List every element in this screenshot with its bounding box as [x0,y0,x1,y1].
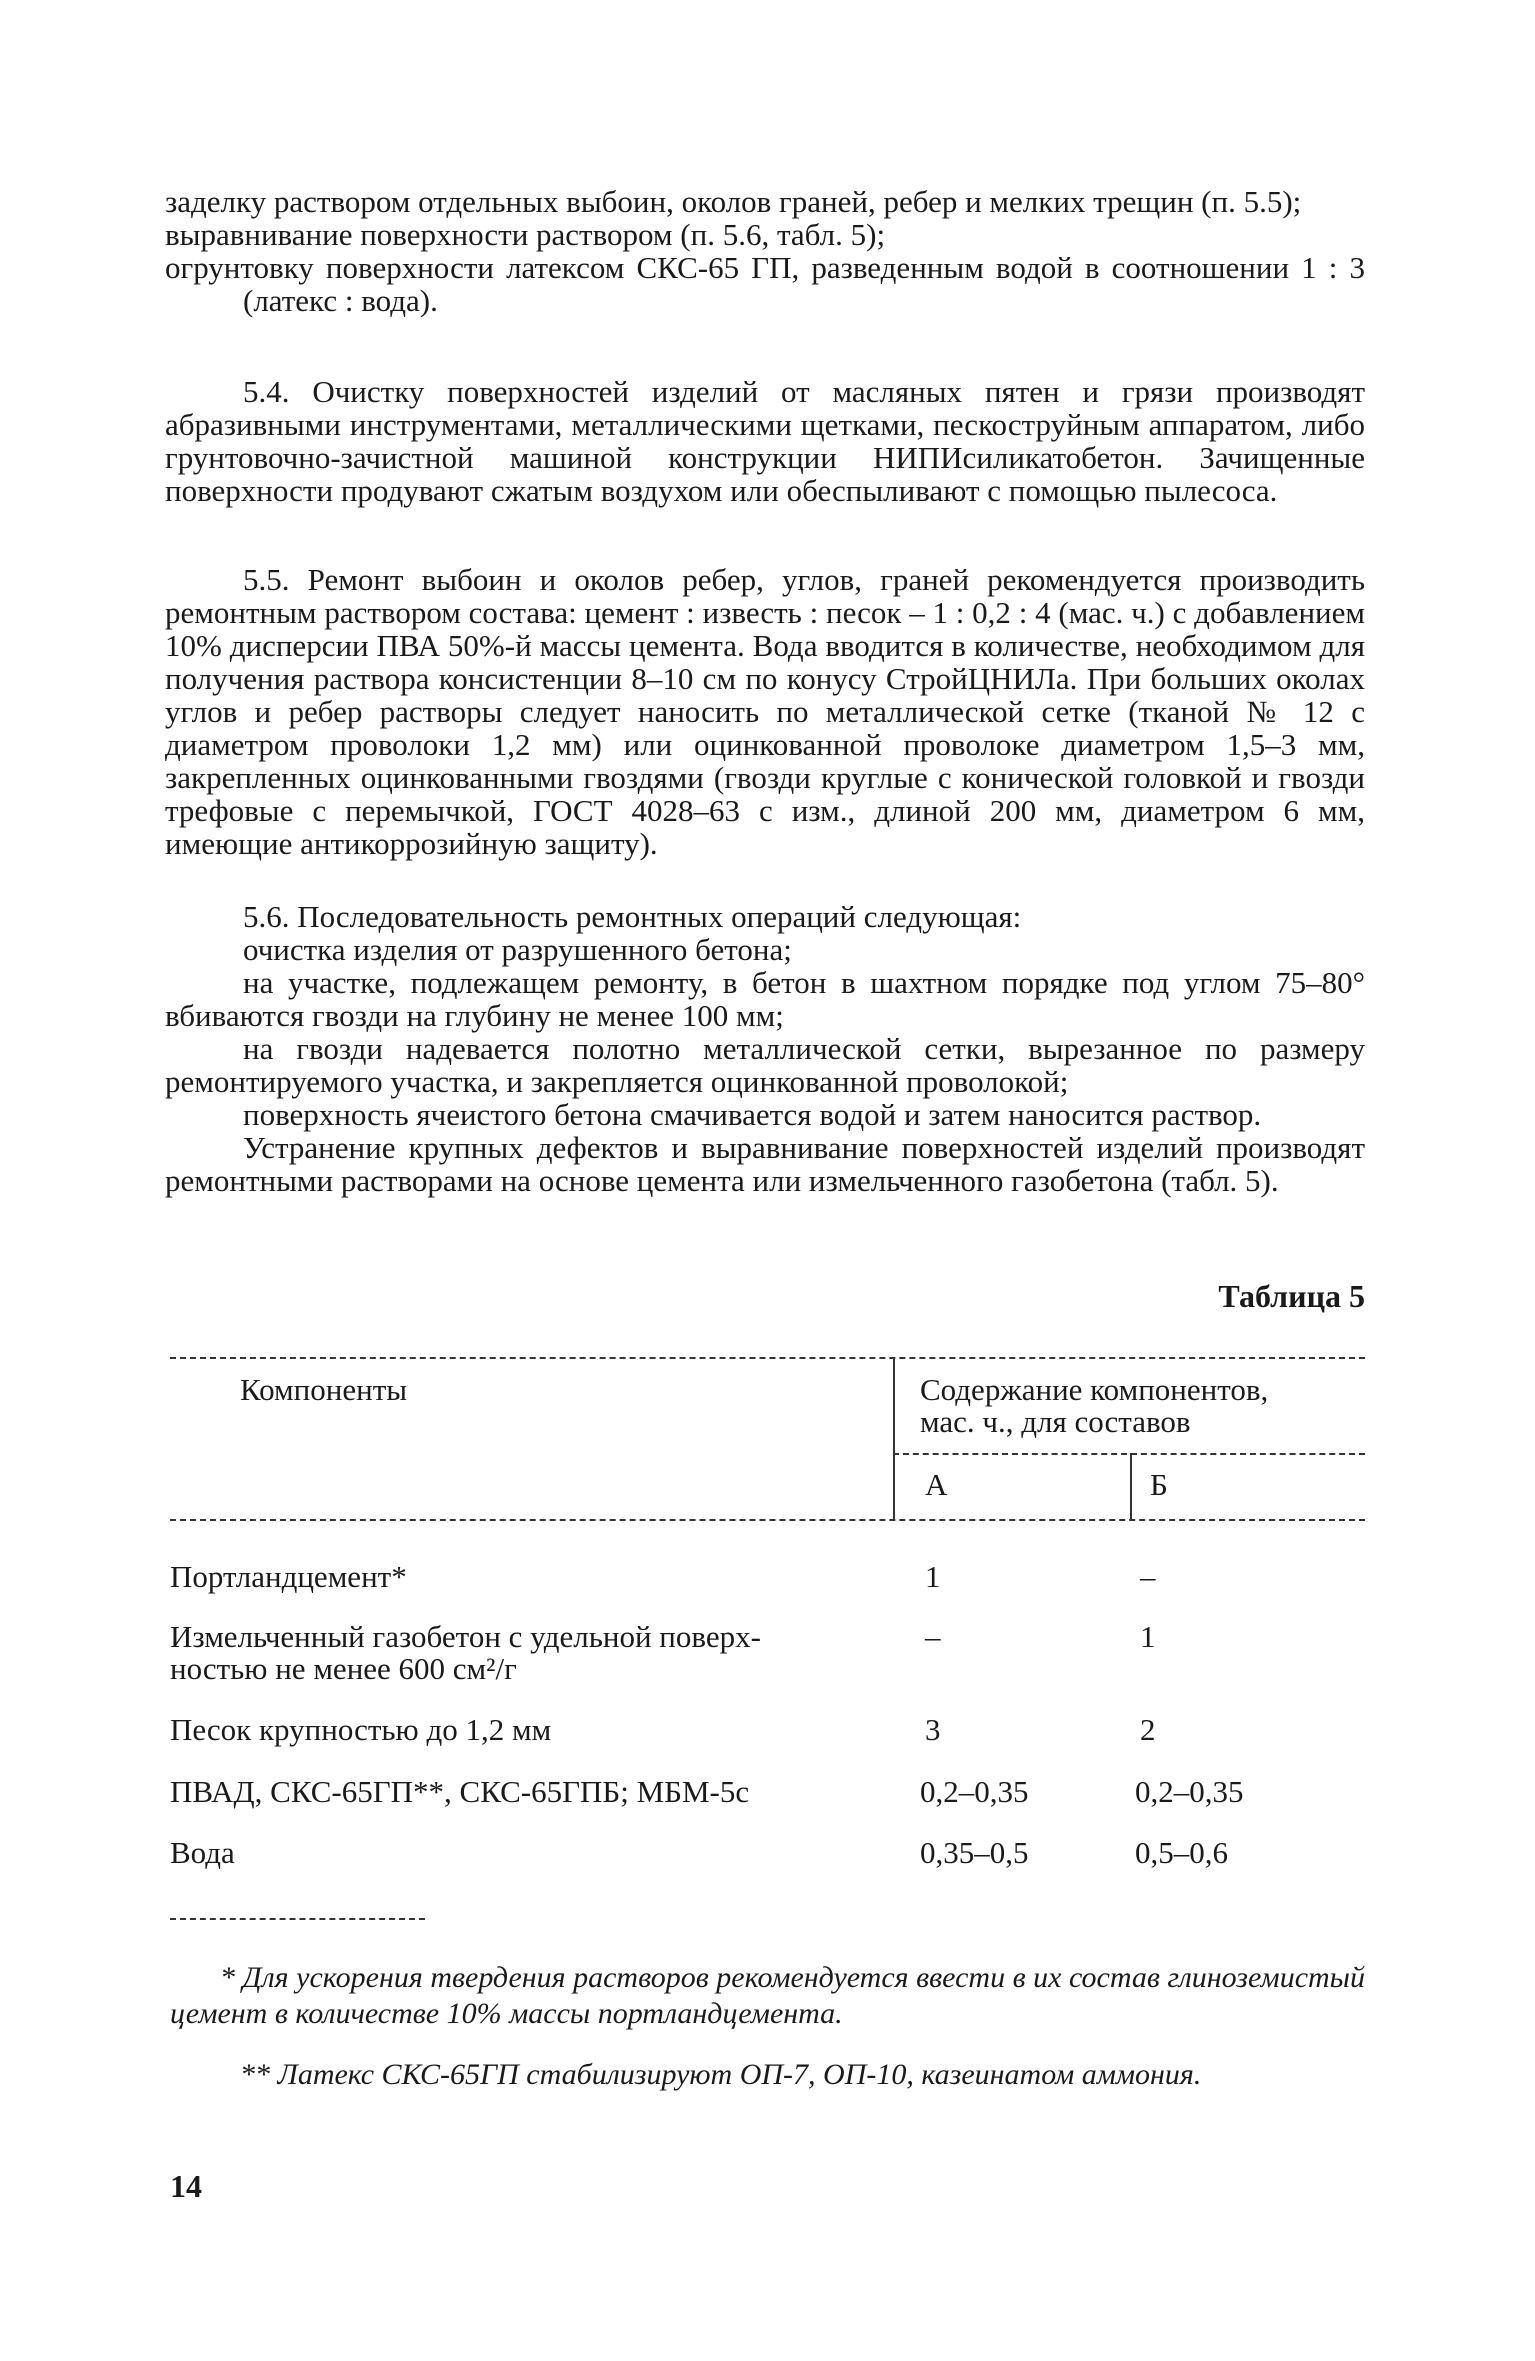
row-1-component-line2: ностью не менее 600 см²/г [170,1651,517,1686]
table-top-rule [170,1357,1365,1359]
row-2-a: 3 [925,1712,941,1747]
paragraph-title: 5.6. Последовательность ремонтных операций следующая: [243,899,1022,934]
paragraph-5-5 [165,563,1365,860]
header-content-line2: мас. ч., для составов [920,1404,1191,1439]
row-1-a: – [925,1619,941,1654]
footnote-separator [170,1918,425,1920]
footnote-1: * Для ускорения твердения растворов рекомендуется ввести в их состав глиноземистый цемент в количестве 10% массы портландцемента. [170,1961,1365,2030]
table-header-divider [893,1357,895,1519]
paragraph-text: 5.4. Очистку поверхностей изделий от масляных пятен и грязи производят абразивными инструментами, металлическими щетками, пескоструйным аппаратом, либо грунтовочно-зачистной машиной конструкции НИПИсиликатобетон. Зачищенные поверхности продувают сжатым воздухом или обеспыливают с помощью пылесоса. [165,374,1365,508]
row-1-component-line1: Измельченный газобетон с удельной поверх- [170,1619,761,1654]
header-col-a: А [925,1467,948,1502]
row-1-b: 1 [1140,1619,1156,1654]
table-subcolumn-divider [1130,1453,1132,1519]
paragraph-text: Устранение крупных дефектов и выравнивание поверхностей изделий производят ремонтными растворами на основе цемента или измельченного газобетона (табл. 5). [165,1130,1365,1198]
header-components: Компоненты [240,1372,408,1407]
table-subheader-rule [893,1453,1365,1455]
header-content-line1: Содержание компонентов, [920,1372,1269,1407]
row-0-component: Портландцемент* [170,1559,407,1594]
row-2-b: 2 [1140,1712,1156,1747]
list-item: на гвозди надевается полотно металлической сетки, вырезанное по размеру ремонтируемого участка, и закрепляется оцинкованной проволокой; [165,1031,1365,1099]
row-2-component: Песок крупностью до 1,2 мм [170,1712,552,1747]
header-col-b: Б [1150,1467,1168,1502]
paragraph-5-4 [165,375,1365,507]
row-3-b: 0,2–0,35 [1135,1774,1244,1809]
table-header-bottom-rule [170,1519,1365,1521]
row-0-a: 1 [925,1559,941,1594]
row-4-b: 0,5–0,6 [1135,1835,1228,1870]
list-item: на участке, подлежащем ремонту, в бетон в шахтном порядке под углом 75–80° вбиваются гвозди на глубину не менее 100 мм; [165,965,1365,1033]
paragraph-5-6 [165,900,1365,1197]
top-list [165,185,1365,317]
row-4-component: Вода [170,1835,235,1870]
row-4-a: 0,35–0,5 [920,1835,1029,1870]
list-item: выравнивание поверхности раствором (п. 5.6, табл. 5); [165,217,886,252]
list-item: огрунтовку поверхности латексом СКС-65 ГП, разведенным водой в соотношении 1 : 3 (латекс : вода). [165,250,1365,318]
footnote-2: ** Латекс СКС-65ГП стабилизируют ОП-7, ОП-10, казеинатом аммония. [240,2058,1202,2091]
paragraph-text: 5.5. Ремонт выбоин и околов ребер, углов, граней рекомендуется производить ремонтным раствором состава: цемент : известь : песок – 1 : 0,2 : 4 (мас. ч.) с добавлением 10% дисперсии ПВА 50%-й массы цемента. Вода вводится в количестве, необходимом для получения раствора консистенции 8–10 см по конусу СтройЦНИЛа. При больших околах углов и ребер растворы следует наносить по металлической сетке (тканой № 12 с диаметром проволоки 1,2 мм) или оцинкованной проволоке диаметром 1,5–3 мм, закрепленных оцинкованными гвоздями (гвозди круглые с конической головкой и гвозди трефовые с перемычкой, ГОСТ 4028–63 с изм., длиной 200 мм, диаметром 6 мм, имеющие антикоррозийную защиту). [165,562,1365,861]
page-number: 14 [170,2168,202,2204]
row-3-component: ПВАД, СКС-65ГП**, СКС-65ГПБ; МБМ-5с [170,1774,750,1809]
list-item: очистка изделия от разрушенного бетона; [243,932,792,967]
list-item: заделку раствором отдельных выбоин, околов граней, ребер и мелких трещин (п. 5.5); [165,184,1302,219]
row-0-b: – [1140,1559,1156,1594]
table-title: Таблица 5 [1218,1278,1365,1314]
row-3-a: 0,2–0,35 [920,1774,1029,1809]
list-item: поверхность ячеистого бетона смачивается водой и затем наносится раствор. [243,1097,1262,1132]
